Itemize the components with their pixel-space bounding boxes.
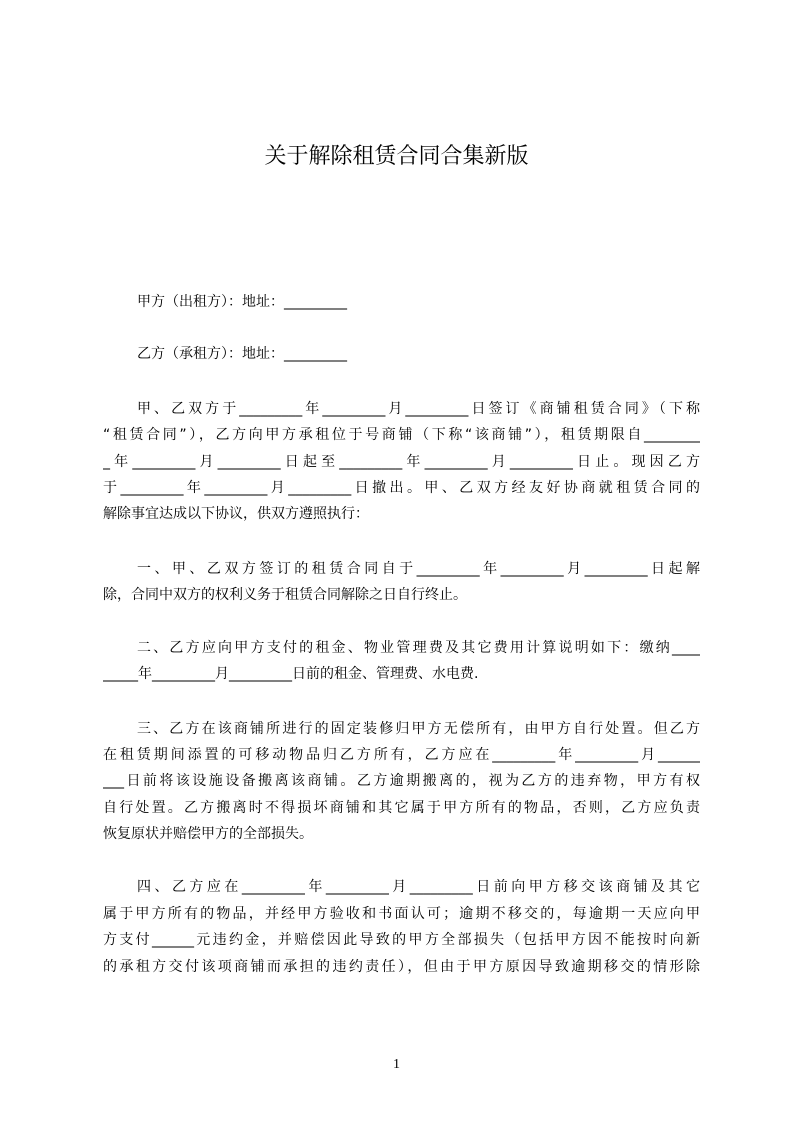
party-b-line: 乙方（承租方）：地址：_________	[137, 346, 347, 362]
clause-3-line: ___日前将该设施设备搬离该商铺。乙方逾期搬离的，视为乙方的违弃物，甲方有权	[103, 773, 700, 789]
clause-3-line: 三、乙方在该商铺所进行的固定装修归甲方无偿所有，由甲方自行处置。但乙方	[137, 721, 700, 737]
paragraph-intro-line: 甲、乙双方于_________年_________月_________日签订《商铺租赁合同》（下称	[137, 401, 700, 417]
paragraph-intro-line: 于_________年_________月_________日撤出。甲、乙双方经友好协商就租赁合同的	[103, 480, 700, 496]
document-title: 关于解除租赁合同合集新版	[264, 144, 529, 169]
paragraph-intro-line: _年_________月_________日起至_________年_________月_________日止。现因乙方	[103, 454, 700, 470]
clause-2-line: _____年_________月_________日前的租金、管理费、水电费.	[103, 666, 479, 682]
paragraph-intro-line: 解除事宜达成以下协议，供双方遵照执行：	[103, 506, 369, 522]
clause-4-line: 的承租方交付该项商铺而承担的违约责任），但由于甲方原因导致逾期移交的情形除	[103, 959, 700, 975]
paragraph-intro-line: “租赁合同”），乙方向甲方承租位于号商铺（下称“该商铺”），租赁期限自________	[103, 427, 700, 443]
clause-3-line: 在租赁期间添置的可移动物品归乙方所有，乙方应在_________年_________月______	[103, 747, 700, 763]
party-a-line: 甲方（出租方）：地址：_________	[137, 294, 347, 310]
clause-4-line: 方支付______元违约金，并赔偿因此导致的甲方全部损失（包括甲方因不能按时向新	[103, 932, 700, 948]
clause-3-line: 恢复原状并赔偿甲方的全部损失。	[103, 826, 313, 842]
clause-4-line: 四、乙方应在_________年_________月_________日前向甲方移交该商铺及其它	[137, 879, 700, 895]
clause-2-line: 二、乙方应向甲方支付的租金、物业管理费及其它费用计算说明如下：缴纳____	[137, 640, 700, 656]
clause-4-line: 属于甲方所有的物品，并经甲方验收和书面认可；逾期不移交的，每逾期一天应向甲	[103, 906, 700, 922]
page-number: 1	[393, 1057, 400, 1072]
clause-1-line: 一、甲、乙双方签订的租赁合同自于_________年_________月_________日起解	[137, 561, 700, 577]
clause-3-line: 自行处置。乙方搬离时不得损坏商铺和其它属于甲方所有的物品，否则，乙方应负责	[103, 800, 700, 816]
clause-1-line: 除，合同中双方的权利义务于租赁合同解除之日自行终止。	[103, 587, 467, 603]
